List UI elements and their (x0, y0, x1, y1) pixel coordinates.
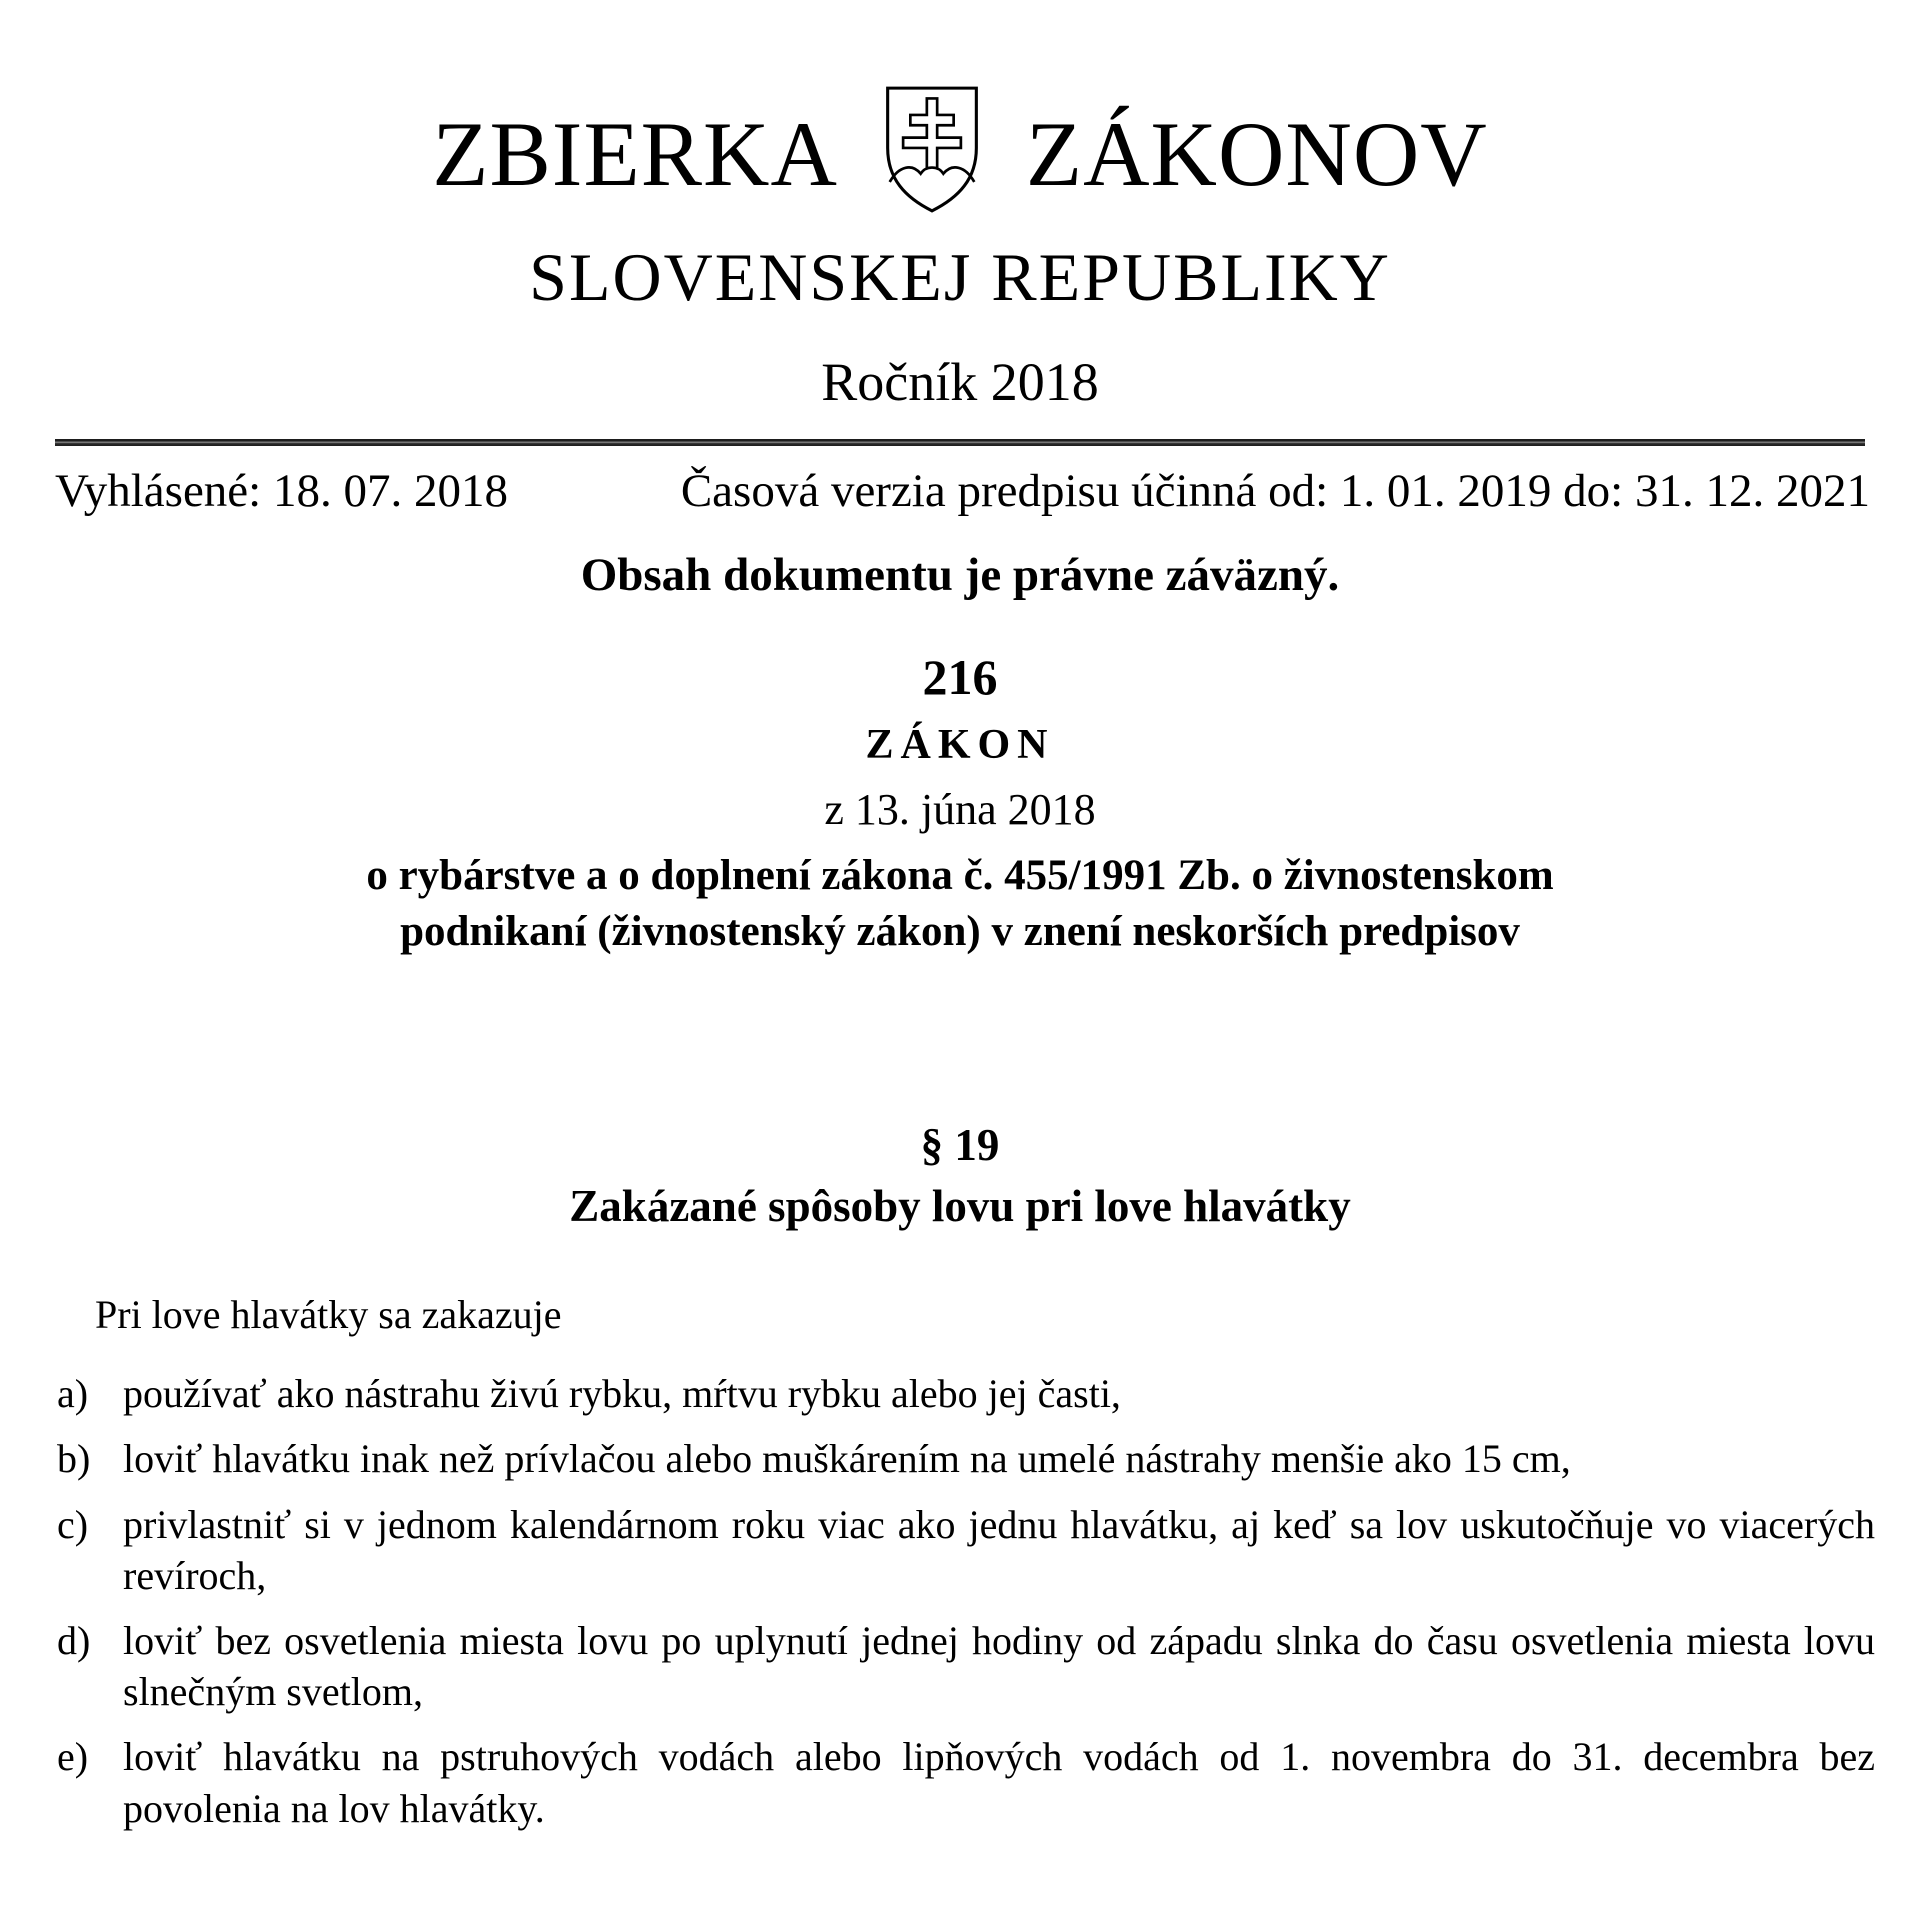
meta-row (55, 464, 1870, 518)
list-item (57, 1499, 1875, 1601)
list-item-text: loviť hlavátku na pstruhových vodách alebo lipňových vodách od 1. novembra do 31. decembra bez povolenia na lov hlavátky. (123, 1734, 1875, 1831)
slovak-coat-of-arms-icon (880, 84, 984, 216)
section-title: Zakázané spôsoby lovu pri love hlavátky (569, 1181, 1351, 1232)
masthead (0, 0, 1920, 220)
list-item-label: b) (57, 1436, 91, 1482)
validity-range: Časová verzia predpisu účinná od: 1. 01. 2019 do: 31. 12. 2021 (680, 464, 1870, 517)
act-date: z 13. júna 2018 (824, 785, 1096, 835)
list-item-label: e) (57, 1734, 89, 1780)
binding-notice: Obsah dokumentu je právne záväzný. (580, 548, 1340, 601)
masthead-subtitle: SLOVENSKEJ REPUBLIKY (529, 239, 1391, 315)
act-title-line1: o rybárstve a o doplnení zákona č. 455/1991 Zb. o živnostenskom (366, 851, 1554, 899)
list-item-label: a) (57, 1371, 89, 1417)
list-item-text: loviť bez osvetlenia miesta lovu po uplynutí jednej hodiny od západu slnka do času osvetlenia miesta lovu slnečným svetlom, (123, 1617, 1875, 1715)
section-intro: Pri love hlavátky sa zakazuje (95, 1292, 562, 1338)
masthead-title-left: ZBIERKA (432, 103, 838, 205)
prohibition-list (57, 1368, 1875, 1834)
list-item (57, 1433, 1875, 1484)
list-item-text: používať ako nástrahu živú rybku, mŕtvu rybku alebo jej časti, (123, 1371, 1121, 1417)
list-item-label: d) (57, 1617, 91, 1663)
act-number: 216 (922, 648, 998, 705)
list-item-text: loviť hlavátku inak než prívlačou alebo muškárením na umelé nástrahy menšie ako 15 cm, (123, 1436, 1571, 1482)
list-item (57, 1731, 1875, 1833)
act-title (0, 848, 1920, 960)
list-item-text: privlastniť si v jednom kalendárnom roku viac ako jednu hlavátku, aj keď sa lov uskutočňuje vo viacerých revíroch, (123, 1501, 1875, 1598)
header-divider (55, 439, 1865, 446)
act-type: ZÁKON (865, 721, 1055, 768)
masthead-title-right: ZÁKONOV (1025, 103, 1488, 205)
list-item-label: c) (57, 1501, 89, 1547)
list-item (57, 1615, 1875, 1717)
act-title-line2: podnikaní (živnostenský zákon) v znení neskorších predpisov (400, 907, 1520, 955)
list-item (57, 1368, 1875, 1419)
volume-year: Ročník 2018 (821, 352, 1099, 413)
published-date: Vyhlásené: 18. 07. 2018 (55, 464, 508, 517)
section-number: § 19 (920, 1119, 1000, 1170)
